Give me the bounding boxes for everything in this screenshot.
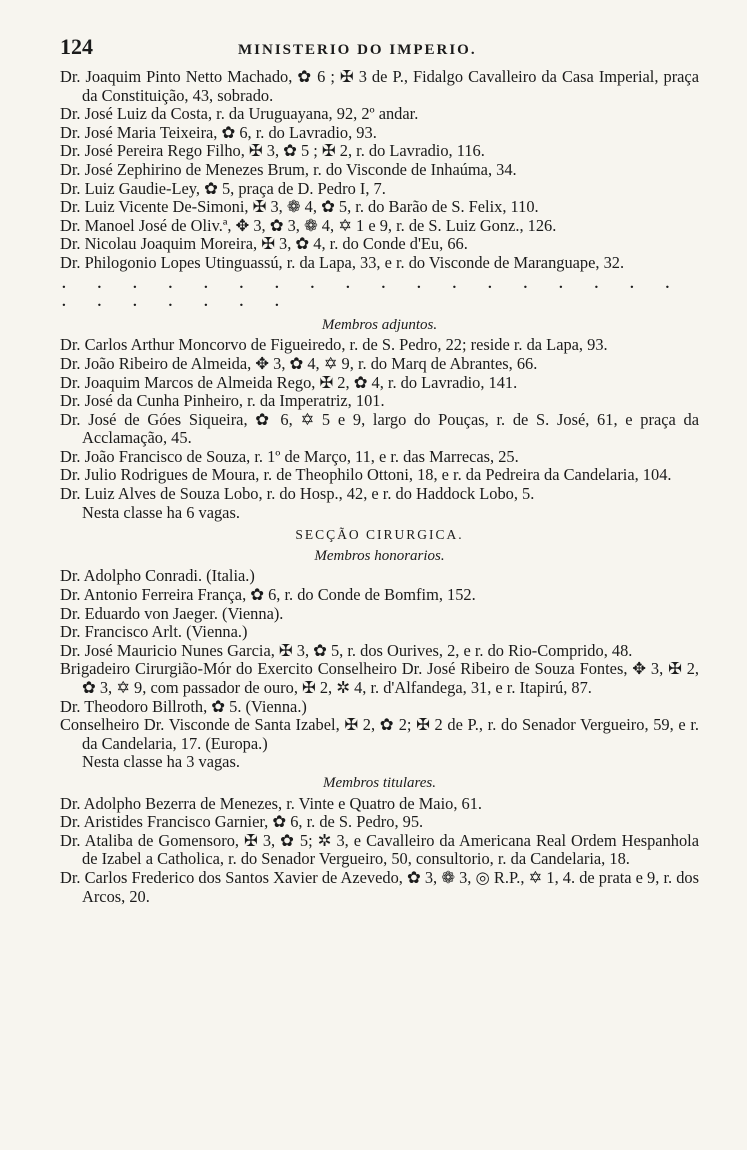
list-item: Dr. Luiz Gaudie-Ley, ✿ 5, praça de D. Pedro I, 7. [60,178,386,198]
list-item: Dr. Eduardo von Jaeger. (Vienna). [60,603,284,623]
subsection-heading-titulares: Membros titulares. [322,774,437,791]
vacancy-note: Nesta classe ha 3 vagas. [82,752,240,772]
list-item: Dr. Adolpho Conradi. (Italia.) [60,566,255,586]
list-item: Dr. Joaquim Marcos de Almeida Rego, ✠ 2, ✿ 4, r. do Lavradio, 141. [60,372,518,392]
list-item: Dr. Philogonio Lopes Utinguassú, r. da Lapa, 33, e r. do Visconde de Maranguape, 32. [60,252,625,272]
list-item: Dr. Nicolau Joaquim Moreira, ✠ 3, ✿ 4, r. do Conde d'Eu, 66. [60,234,468,254]
list-item: Dr. Manoel José de Oliv.ª, ✥ 3, ✿ 3, ❁ 4, ✡ 1 e 9, r. de S. Luiz Gonz., 126. [60,215,557,235]
list-item: Dr. Ataliba de Gomensoro, ✠ 3, ✿ 5; ✲ 3, e Cavalleiro da Americana Real Ordem Hespanhola de Izabel a Catholica, r. do Senador Vergueiro, 50, consultorio, r. da Candelaria, 18. [60,830,699,869]
list-item: Dr. João Francisco de Souza, r. 1º de Março, 11, e r. das Marrecas, 25. [60,446,519,466]
list-item: Dr. Aristides Francisco Garnier, ✿ 6, r. de S. Pedro, 95. [60,812,424,832]
list-item: Dr. Carlos Frederico dos Santos Xavier de Azevedo, ✿ 3, ❁ 3, ◎ R.P., ✡ 1, 4. de prata e 9, r. dos Arcos, 20. [60,867,699,906]
subsection-heading-adjuntos: Membros adjuntos. [321,316,438,333]
entries [60,68,699,906]
list-item: Dr. Adolpho Bezerra de Menezes, r. Vinte e Quatro de Maio, 61. [60,793,483,813]
list-item: Dr. José Maria Teixeira, ✿ 6, r. do Lavradio, 93. [60,122,377,142]
subsection-heading-honorarios: Membros honorarios. [314,547,445,564]
vacancy-note: Nesta classe ha 6 vagas. [82,502,240,522]
list-item: Dr. Joaquim Pinto Netto Machado, ✿ 6 ; ✠ 3 de P., Fidalgo Cavalleiro da Casa Imperial, praça da Constituição, 43, sobrado. [60,67,699,105]
list-item: Dr. José Zephirino de Menezes Brum, r. do Visconde de Inhaúma, 34. [60,159,517,179]
list-item: Dr. José Pereira Rego Filho, ✠ 3, ✿ 5 ; ✠ 2, r. do Lavradio, 116. [60,141,485,161]
list-item: Dr. Luiz Vicente De-Simoni, ✠ 3, ❁ 4, ✿ 5, r. do Barão de S. Felix, 110. [60,197,539,217]
running-title: MINISTERIO DO IMPERIO. [238,42,477,58]
list-item: Dr. Francisco Arlt. (Vienna.) [60,622,248,642]
list-item: Dr. Julio Rodrigues de Moura, r. de Theophilo Ottoni, 18, e r. da Pedreira da Candelaria, 104. [60,465,672,485]
list-item: Dr. João Ribeiro de Almeida, ✥ 3, ✿ 4, ✡ 9, r. do Marq de Abrantes, 66. [60,353,538,373]
list-item: Dr. Theodoro Billroth, ✿ 5. (Vienna.) [60,696,307,716]
list-item: Brigadeiro Cirurgião-Mór do Exercito Conselheiro Dr. José Ribeiro de Souza Fontes, ✥ 3, ✠ 2, ✿ 3, ✡ 9, com passador de ouro, ✠ 2, ✲ 4, r. d'Alfandega, 31, e r. Itapirú, 87. [60,659,699,697]
running-head [60,34,699,62]
list-item: Dr. José Luiz da Costa, r. da Uruguayana, 92, 2º andar. [60,104,419,124]
list-item: Conselheiro Dr. Visconde de Santa Izabel, ✠ 2, ✿ 2; ✠ 2 de P., r. do Senador Vergueiro, 59, e r. da Candelaria, 17. (Europa.) [60,715,699,753]
dotted-separator: . . . . . . . . . . . . . . . . . . . . . . . . . [62,275,684,311]
list-item: Dr. José da Cunha Pinheiro, r. da Imperatriz, 101. [60,391,385,411]
section-heading-cirurgica: SECÇÃO CIRURGICA. [295,527,464,543]
list-item: Dr. José Mauricio Nunes Garcia, ✠ 3, ✿ 5, r. dos Ourives, 2, e r. do Rio-Comprido, 48. [60,640,633,660]
page-number: 124 [60,34,93,59]
list-item: Dr. Antonio Ferreira França, ✿ 6, r. do Conde de Bomfim, 152. [60,585,476,605]
list-item: Dr. Carlos Arthur Moncorvo de Figueiredo, r. de S. Pedro, 22; reside r. da Lapa, 93. [60,335,608,355]
list-item: Dr. Luiz Alves de Souza Lobo, r. do Hosp., 42, e r. do Haddock Lobo, 5. [60,484,535,504]
list-item: Dr. José de Góes Siqueira, ✿ 6, ✡ 5 e 9, largo do Pouças, r. de S. José, 61, e praça da Acclamação, 45. [60,409,699,448]
